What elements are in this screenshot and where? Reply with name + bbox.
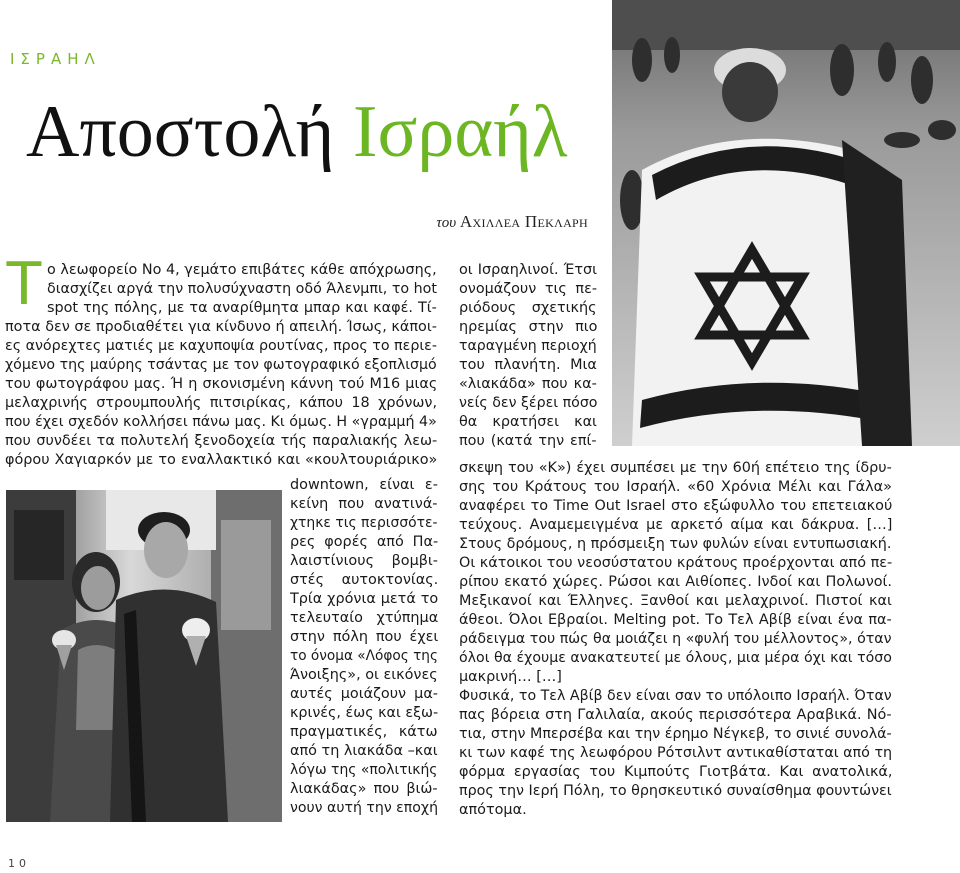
column2-narrow-line: που (κατά την επί- [459,433,597,449]
column2-narrow-line: του πλανήτη. Μια [459,357,597,373]
column1-narrow-line: αυτές μοιάζουν μα- [290,686,438,702]
column1-narrow-line: κείνη που ανατινά- [290,496,438,512]
article-title [26,92,568,172]
column1-narrow-line: από τη λιακάδα –και [290,743,438,759]
column2-line: Μεξικανοί και Έλληνες. Ξανθοί και μελαχρινοί. Πιστοί και [459,593,892,609]
column1-narrow-line: χτηκε τις περισσότε- [290,515,438,531]
title-part-1: Αποστολή [26,91,353,173]
byline [0,212,588,232]
column2-narrow-line: ριόδους σχετικής [459,300,597,316]
column2-line: τεύχους. Αναμεμειγμένα με αρκετό αίμα και δάκρυα. […] [459,517,893,533]
column1-narrow-line: downtown, είναι ε- [290,477,438,493]
column2-line: άθεοι. Όλοι Εβραίοι. Melting pot. Το Τελ Αβίβ είναι ένα πα- [459,612,892,628]
column1-narrow-line: λόγω της «πολιτικής [290,762,438,778]
column1-narrow-line: στές αυτοκτονίας. [290,572,439,588]
column1-line: ες ανόρεχτες ματιές με καχυποψία ρουτίνας, προς το περιε- [5,338,438,354]
column2-line: Φυσικά, το Τελ Αβίβ δεν είναι σαν το υπόλοιπο Ισραήλ. Όταν [459,688,892,704]
column1-narrow-line: λαιστίνιους βομβι- [290,553,438,569]
column2-narrow-line: ταραγμένη περιοχή [459,338,597,354]
couple-photo [6,490,282,822]
column1-narrow-line: Άνοιξης», οι εικόνες [290,667,438,683]
column1-line: που συνδέει τα πολυτελή ξενοδοχεία τής παραλιακής λεω- [5,433,438,449]
column1-narrow-line: στην πόλη που έχει [290,629,439,645]
column2-line: φόρμα εργασίας του Κιμπούτς Γιοτβάτα. Και ανατολικά, [459,764,893,780]
column1-narrow-line: λιακάδας» που βιώ- [290,781,438,797]
column2-line: προς την Ιερή Πόλη, το θρησκευτικό συναίσθημα φουντώνει [459,783,892,799]
column2-narrow-line: θα κρατήσει και [459,414,597,430]
section-label: ΙΣΡΑΗΛ [10,50,101,68]
column1-line: μελαχρινής στρουμπουλής πιτσιρίκας, κάπου 18 χρόνων, [5,395,438,411]
byline-prefix: του [436,215,460,231]
column1-narrow-line: νουν αυτή την εποχή [290,800,439,816]
column2-narrow-line: ηρεμίας στην πιο [459,319,598,335]
column2-line: Οι κάτοικοι του νεοσύστατου κράτους προέρχονται από πε- [459,555,893,571]
column1-narrow-line: ρες φορές από Πα- [290,534,439,550]
column2-line: τια, στην Μπερσέβα και την έρημο Νέγκεβ, το σινιέ συνολά- [459,726,892,742]
column2-line: ρίπου εκατό χώρες. Ρώσοι και Αιθίοπες. Ινδοί και Πολωνοί. [459,574,892,590]
column2-line: αναφέρει το Time Out Israel στο εξώφυλλο του επετειακού [459,498,893,514]
column1-narrow-line: πραγματικές, κάτω [290,724,438,740]
column2-line: Στους δρόμους, η πρόσμειξη των φυλών είναι εντυπωσιακή. [459,536,892,552]
column1-line: που έχει σχεδόν κολλήσει πάνω μας. Κι όμως. Η «γραμμή 4» [5,414,437,430]
column2-line: σκεψη του «Κ») έχει συμπέσει με την 60ή επέτειο της ίδρυ- [459,460,892,476]
column2-narrow-line: νείς δεν ξέρει πόσο [459,395,598,411]
column2-line: απότομα. [459,802,527,818]
column2-narrow-line: ονομάζουν τις πε- [459,281,598,297]
column2-line: όλοι θα έχουμε ανακατευτεί με όλους, μια μέρα όχι και τόσο [459,650,892,666]
column1-line: ο λεωφορείο Νο 4, γεμάτο επιβάτες κάθε απόχρωσης, [47,262,437,278]
title-part-2: Ισραήλ [352,91,568,173]
column1-narrow-line: τελευταίο χτύπημα [290,610,439,626]
column2-line: κι των καφέ της λεωφόρου Ρότσιλντ αντικαθίσταται από τη [459,745,893,761]
column2-line: μακρινή… […] [459,669,562,685]
column2-narrow-line: «λιακάδα» που κα- [459,376,597,392]
column1-line: ποτα δεν σε προδιαθέτει για κίνδυνο ή απειλή. Ίσως, κάποι- [5,319,437,335]
column2-narrow-line: οι Ισραηλινοί. Έτσι [459,262,597,278]
column2-line: πας βόρεια στη Γαλιλαία, ακούς περισσότερα Αραβικά. Νό- [459,707,892,723]
column1-line: φόρου Χαγιαρκόν με το εναλλακτικό και «κουλτουριάρικο» [5,452,438,468]
column2-line: ράδειγμα του πώς θα μοιάζει η «φυλή του μέλλοντος», όταν [459,631,892,647]
column1-narrow-line: κρινές, έως και εξω- [290,705,439,721]
column1-line: χόμενο της μαύρης τσάντας με τον φωτογραφικό εξοπλισμό [5,357,437,373]
page-number: 10 [8,857,30,870]
column2-line: σης του Κράτους του Ισραήλ. «60 Χρόνια Μέλι και Γάλα» [459,479,892,495]
beach-flag-photo [612,0,960,446]
column1-narrow-line: Τρία χρόνια μετά το [290,591,439,607]
drop-cap: Τ [5,249,43,318]
column1-line: του φωτογράφου μας. Ή η σκονισμένη κάννη τού Μ16 μιας [5,376,438,392]
column1-line: διασχίζει αργά την πολυσύχναστη οδό Άλενμπι, το hot [47,281,437,297]
byline-author: Αχιλλεα Πεκλαρη [459,212,588,231]
column1-narrow-line: το όνομα «Λόφος της [290,648,438,664]
column1-line: spot της πόλης, με τα αναρίθμητα μπαρ και καφέ. Τί- [47,300,437,316]
